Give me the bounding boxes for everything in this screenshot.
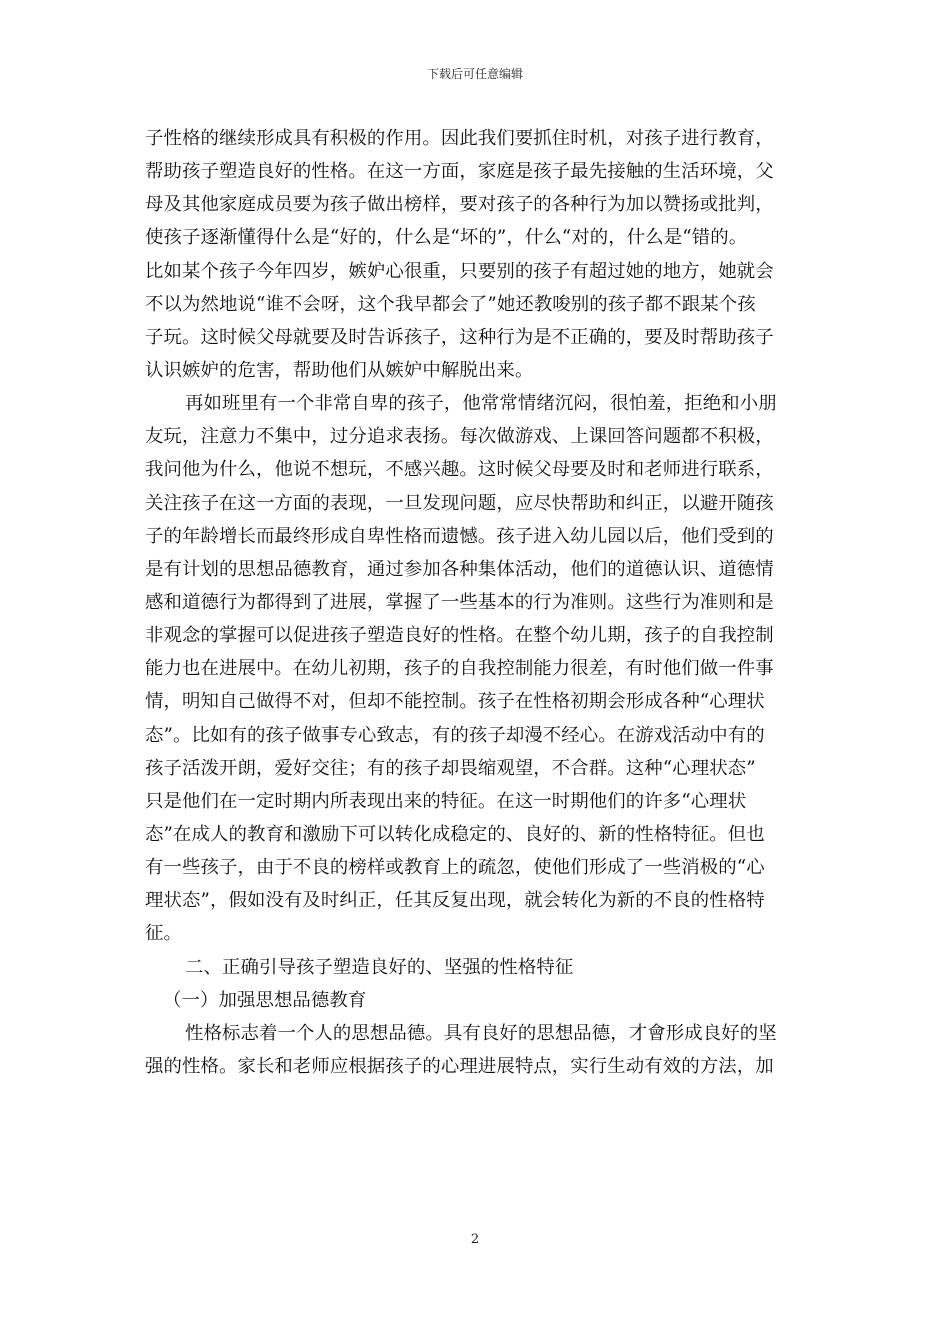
text-line: 不以为然地说“谁不会呀，这个我早都会了”她还教唆别的孩子都不跟某个孩: [145, 293, 756, 315]
page-header: 下载后可任意编辑: [426, 67, 523, 81]
text-line: 强的性格。家长和老师应根据孩子的心理进展特点，实行生动有效的方法，加: [145, 1055, 774, 1077]
text-line: 情，明知自己做得不对，但却不能控制。孩子在性格初期会形成各种“心理状: [145, 691, 765, 713]
text-line: 非观念的掌握可以促进孩子塑造良好的性格。在整个幼儿期，孩子的自我控制: [145, 625, 774, 647]
text-line: 帮助孩子塑造良好的性格。在这一方面，家庭是孩子最先接触的生活环境，父: [145, 161, 774, 183]
subsection-heading: （一）加强思想品德教育: [163, 989, 367, 1011]
text-line: 有一些孩子，由于不良的榜样或教育上的疏忽，使他们形成了一些消极的“心: [145, 857, 765, 879]
text-line: 使孩子逐渐懂得什么是“好的，什么是“坏的”，什么“对的，什么是“错的。: [145, 227, 748, 249]
text-line: 态”。比如有的孩子做事专心致志，有的孩子却漫不经心。在游戏活动中有的: [145, 724, 765, 746]
text-line: 友玩，注意力不集中，过分追求表扬。每次做游戏、上课回答问题都不积极，: [145, 426, 774, 448]
paragraph-first-line: 性格标志着一个人的思想品德。具有良好的思想品德，才會形成良好的坚: [185, 1022, 777, 1044]
text-line: 比如某个孩子今年四岁，嫉妒心很重，只要别的孩子有超过她的地方，她就会: [145, 260, 774, 282]
text-line: 征。: [145, 923, 182, 945]
text-line: 认识嫉妒的危害，帮助他们从嫉妒中解脱出来。: [145, 359, 534, 381]
text-line: 是有计划的思想品德教育，通过参加各种集体活动，他们的道德认识、道德情: [145, 558, 774, 580]
text-line: 只是他们在一定时期内所表现出来的特征。在这一时期他们的许多“心理状: [145, 790, 747, 812]
text-line: 子的年龄增长而最终形成自卑性格而遗憾。孩子进入幼儿园以后，他们受到的: [145, 525, 774, 547]
text-line: 关注孩子在这一方面的表现，一旦发现问题，应尽快帮助和纠正，以避开随孩: [145, 492, 774, 514]
text-line: 子性格的继续形成具有积极的作用。因此我们要抓住时机，对孩子进行教育，: [145, 128, 774, 149]
text-line: 我问他为什么，他说不想玩，不感兴趣。这时候父母要及时和老师进行联系，: [145, 459, 774, 481]
text-line: 理状态”，假如没有及时纠正，任其反复出现，就会转化为新的不良的性格特: [145, 890, 765, 912]
text-line: 母及其他家庭成员要为孩子做出榜样，要对孩子的各种行为加以赞扬或批判，: [145, 194, 774, 216]
text-line: 孩子活泼开朗，爱好交往；有的孩子却畏缩观望，不合群。这种“心理状态”: [145, 757, 756, 779]
document-body: [145, 122, 807, 1083]
text-line: 子玩。这时候父母就要及时告诉孩子，这种行为是不正确的，要及时帮助孩子: [145, 326, 774, 348]
text-line: 态”在成人的教育和激励下可以转化成稳定的、良好的、新的性格特征。但也: [145, 823, 765, 845]
text-line: 感和道德行为都得到了进展，掌握了一些基本的行为准则。这些行为准则和是: [145, 591, 774, 613]
section-heading: 二、正确引导孩子塑造良好的、坚强的性格特征: [185, 956, 574, 978]
paragraph-first-line: 再如班里有一个非常自卑的孩子，他常常情绪沉闷，很怕羞，拒绝和小朋: [185, 393, 777, 415]
text-line: 能力也在进展中。在幼儿初期，孩子的自我控制能力很差，有时他们做一件事: [145, 658, 774, 680]
page-number: 2: [470, 1232, 480, 1247]
